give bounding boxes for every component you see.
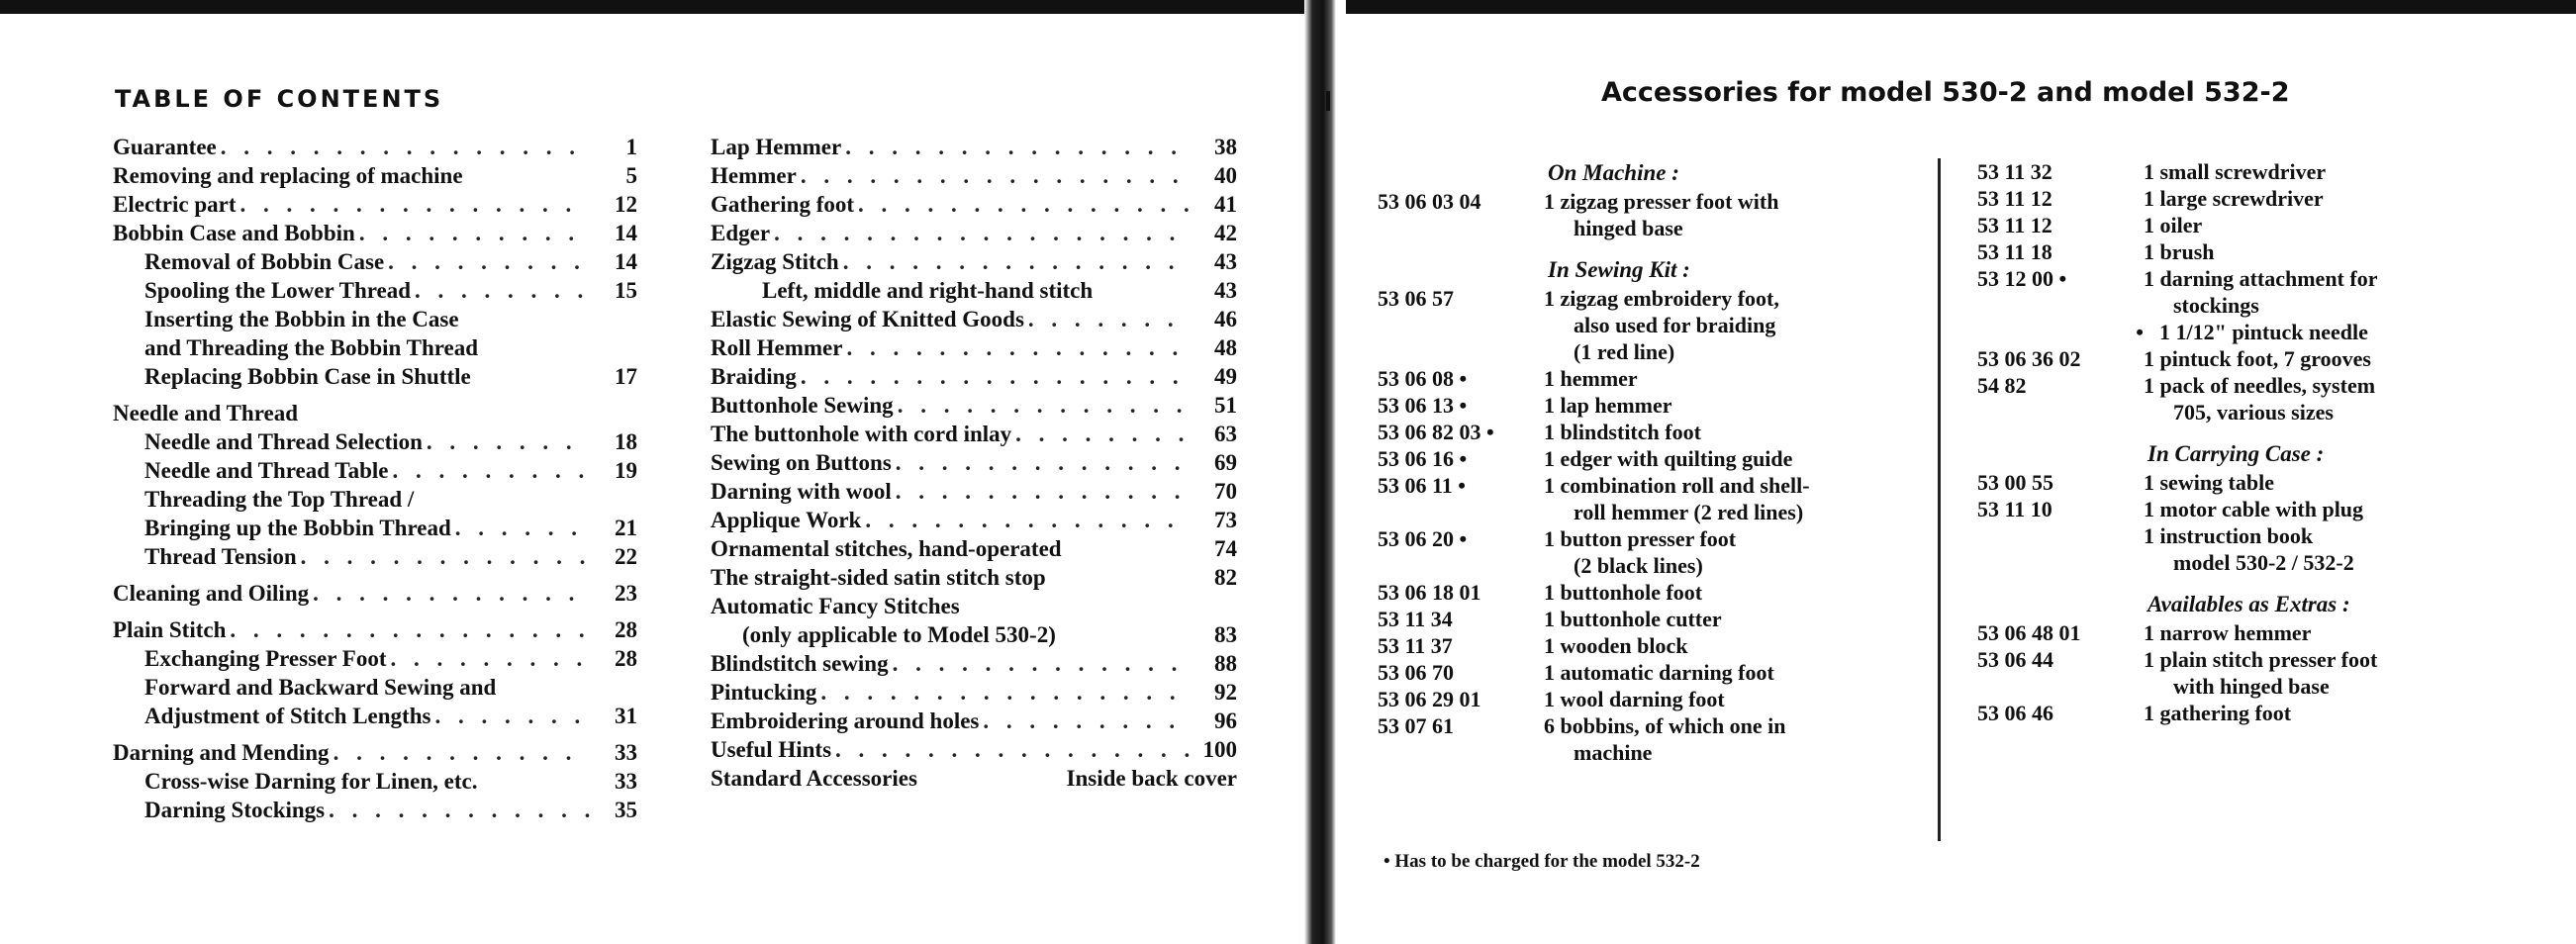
toc-entry-page: 22: [615, 544, 637, 569]
accessory-description-line: model 530-2 / 532-2: [2173, 550, 2354, 575]
accessory-description-line: 1 lap hemmer: [1544, 393, 1672, 418]
toc-leader-dots: [455, 514, 590, 542]
toc-entry-label: Darning and Mending: [113, 740, 330, 765]
toc-entry-label: Thread Tension: [144, 544, 297, 569]
accessory-code: 53 06 36 02: [1977, 346, 2081, 371]
accessory-description-line: 1 buttonhole foot: [1544, 580, 1703, 605]
toc-entry-label: The straight-sided satin stitch stop: [711, 565, 1046, 590]
toc-entry-page: 88: [1214, 651, 1237, 676]
toc-entry: [113, 362, 637, 391]
toc-entry-label: Ornamental stitches, hand-operated: [711, 536, 1062, 561]
accessory-item: [1378, 188, 1912, 241]
toc-entry: [113, 514, 637, 542]
toc-entry-page: 51: [1214, 393, 1237, 418]
toc-entry-page: 31: [615, 704, 637, 728]
accessory-description-line: 1 blindstitch foot: [1544, 420, 1701, 444]
toc-entry-page: 63: [1214, 422, 1237, 446]
column-divider: [1938, 158, 1941, 841]
toc-entry-label: (only applicable to Model 530-2): [742, 622, 1056, 647]
toc-entry-label: Removal of Bobbin Case: [144, 249, 385, 274]
accessory-code: 53 11 37: [1378, 633, 1453, 658]
accessory-description-line: 1 zigzag embroidery foot,: [1544, 286, 1779, 311]
toc-entry-label: Cleaning and Oiling: [113, 581, 310, 606]
accessory-description-line: 1 pintuck foot, 7 grooves: [2144, 346, 2371, 371]
toc-entry-page: 23: [615, 581, 637, 606]
toc-entry-page: 38: [1214, 135, 1237, 159]
accessory-code: 53 06 20 •: [1378, 526, 1468, 551]
toc-entry-page: 19: [615, 458, 637, 483]
accessory-description-line: machine: [1574, 740, 1653, 765]
toc-leader-dots: [1015, 420, 1190, 448]
accessory-item: [1977, 345, 2531, 372]
toc-entry-page: 28: [615, 617, 637, 642]
toc-entry: [113, 190, 637, 219]
accessory-code: 53 11 12: [1977, 213, 2052, 237]
accessory-code: 53 06 03 04: [1378, 189, 1481, 214]
toc-entry: [113, 738, 637, 767]
toc-entry-page: 14: [615, 221, 637, 245]
accessory-description-line: 1 darning attachment for: [2144, 266, 2378, 291]
toc-entry-page: 12: [615, 192, 637, 217]
toc-entry: [113, 133, 637, 161]
accessory-description-line: also used for braiding: [1574, 313, 1776, 337]
toc-leader-dots: [329, 796, 590, 824]
toc-leader-dots: [359, 219, 590, 247]
accessory-section-heading: Availables as Extras :: [2147, 592, 2350, 616]
accessory-description-line: 1 button presser foot: [1544, 526, 1737, 551]
toc-entry-label: Gathering foot: [711, 192, 855, 217]
accessory-item: [1977, 238, 2531, 265]
toc-entry-page: 48: [1214, 335, 1237, 360]
toc-entry-label: Cross-wise Darning for Linen, etc.: [144, 769, 478, 794]
toc-entry-label: Hemmer: [711, 163, 797, 188]
toc-title: TABLE OF CONTENTS: [115, 85, 444, 113]
toc-entry-label: Bobbin Case and Bobbin: [113, 221, 355, 245]
accessory-code: 53 06 44: [1977, 647, 2053, 672]
toc-entry-label: Automatic Fancy Stitches: [711, 594, 960, 618]
toc-leader-dots: [388, 247, 590, 276]
accessory-description-line: 1 automatic darning foot: [1544, 660, 1774, 685]
accessory-code: 53 11 18: [1977, 239, 2052, 264]
toc-leader-dots: [392, 456, 590, 485]
accessory-description-line: 1 zigzag presser foot with: [1544, 189, 1779, 214]
toc-entry-label: Braiding: [711, 364, 797, 389]
toc-entry-label: and Threading the Bobbin Thread: [144, 335, 479, 360]
toc-entry-page: 73: [1214, 508, 1237, 532]
toc-entry: [113, 702, 637, 730]
toc-entry-label: Zigzag Stitch: [711, 249, 839, 274]
toc-entry: [711, 305, 1237, 333]
accessory-item: [1977, 619, 2531, 646]
accessory-code: •: [2136, 320, 2144, 344]
accessory-item: [1378, 632, 1912, 659]
accessories-footnote: • Has to be charged for the model 532-2: [1383, 851, 1700, 872]
accessory-description-line: 1 small screwdriver: [2144, 159, 2327, 184]
toc-entry: [711, 678, 1237, 707]
accessory-code: 53 06 57: [1378, 286, 1454, 311]
toc-leader-dots: [240, 190, 590, 219]
toc-leader-dots: [230, 615, 590, 644]
toc-entry: [711, 276, 1237, 305]
accessory-description-line: (1 red line): [1574, 339, 1675, 364]
accessory-description-line: roll hemmer (2 red lines): [1574, 500, 1804, 524]
accessory-item: [1378, 579, 1912, 606]
toc-entry-label: Removing and replacing of machine: [113, 163, 463, 188]
toc-entry-page: 92: [1214, 680, 1237, 705]
toc-entry-label: Needle and Thread Table: [144, 458, 389, 483]
toc-entry: [711, 391, 1237, 420]
toc-leader-dots: [835, 735, 1190, 764]
toc-entry-page: 43: [1214, 249, 1237, 274]
accessory-item: [1977, 469, 2531, 496]
accessory-code: 53 06 11 •: [1378, 473, 1466, 498]
toc-entry: [711, 620, 1237, 649]
toc-entry-label: Blindstitch sewing: [711, 651, 889, 676]
toc-leader-dots: [415, 276, 590, 305]
accessory-item: [1378, 659, 1912, 686]
accessories-title: Accessories for model 530-2 and model 532-2: [1601, 77, 2290, 108]
toc-entry-page: 42: [1214, 221, 1237, 245]
toc-entry-label: Useful Hints: [711, 737, 832, 762]
accessory-item: [1378, 392, 1912, 419]
toc-leader-dots: [896, 448, 1190, 477]
toc-entry: [711, 764, 1237, 793]
accessory-item: [1977, 185, 2531, 212]
accessory-item: [1378, 525, 1912, 579]
accessory-item: [1977, 700, 2531, 726]
accessory-item: [1977, 158, 2531, 185]
accessory-code: 53 07 61: [1378, 713, 1454, 738]
toc-entry: [113, 485, 637, 514]
toc-leader-dots: [801, 161, 1190, 190]
toc-entry-label: Replacing Bobbin Case in Shuttle: [144, 364, 471, 389]
toc-leader-dots: [843, 247, 1190, 276]
toc-entry-label: Standard Accessories: [711, 766, 917, 791]
toc-leader-dots: [301, 542, 590, 571]
toc-leader-dots: [434, 702, 590, 730]
toc-entry: [113, 644, 637, 673]
toc-entry-page: 18: [615, 429, 637, 454]
toc-entry: [711, 161, 1237, 190]
accessory-code: 53 11 12: [1977, 186, 2052, 211]
toc-entry: [113, 219, 637, 247]
toc-entry-label: Threading the Top Thread /: [144, 487, 415, 512]
accessory-item: [1977, 496, 2531, 522]
accessories-column-right: [1977, 158, 2531, 726]
accessory-section-heading: In Sewing Kit :: [1548, 257, 1690, 282]
accessory-code: 53 06 16 •: [1378, 446, 1468, 471]
toc-entry-page: 83: [1214, 622, 1237, 647]
accessory-description-line: 1 sewing table: [2144, 470, 2274, 495]
accessory-description-line: 1 combination roll and shell-: [1544, 473, 1810, 498]
accessory-item: [1378, 365, 1912, 392]
accessory-description-line: 1 gathering foot: [2144, 701, 2292, 725]
toc-entry: [711, 506, 1237, 534]
accessory-code: 53 06 29 01: [1378, 687, 1481, 711]
toc-entry-label: Forward and Backward Sewing and: [144, 675, 497, 700]
accessory-code: 53 06 13 •: [1378, 393, 1468, 418]
toc-entry: [711, 534, 1237, 563]
toc-entry: [711, 448, 1237, 477]
accessory-code: 53 11 34: [1378, 607, 1453, 631]
toc-entry: [711, 707, 1237, 735]
accessory-description-line: 1 wool darning foot: [1544, 687, 1725, 711]
toc-leader-dots: [898, 391, 1190, 420]
toc-entry: [113, 767, 637, 796]
toc-entry: [711, 563, 1237, 592]
accessory-description-line: 1 edger with quilting guide: [1544, 446, 1793, 471]
toc-entry-label: Elastic Sewing of Knitted Goods: [711, 307, 1024, 331]
toc-entry: [113, 276, 637, 305]
toc-entry-label: Edger: [711, 221, 771, 245]
toc-leader-dots: [313, 579, 590, 608]
toc-entry-label: Plain Stitch: [113, 617, 227, 642]
toc-entry-page: 74: [1214, 536, 1237, 561]
book-spine: [1304, 0, 1336, 944]
toc-entry-page: 21: [615, 516, 637, 540]
accessory-item: [1378, 712, 1912, 766]
toc-entry: [113, 579, 637, 608]
accessory-code: 53 06 70: [1378, 660, 1454, 685]
toc-entry: [711, 333, 1237, 362]
accessory-code: 53 06 08 •: [1378, 366, 1468, 391]
accessory-description-line: 1 wooden block: [1544, 633, 1688, 658]
toc-leader-dots: [865, 506, 1190, 534]
accessory-section-heading: On Machine :: [1548, 160, 1679, 185]
accessory-description-line: 1 instruction book: [2144, 523, 2314, 548]
accessory-section-heading: In Carrying Case :: [2147, 441, 2325, 466]
toc-entry-label: Inserting the Bobbin in the Case: [144, 307, 459, 331]
accessory-description-line: 1 motor cable with plug: [2144, 497, 2364, 521]
toc-entry-label: Lap Hemmer: [711, 135, 842, 159]
toc-leader-dots: [390, 644, 590, 673]
accessory-description-line: with hinged base: [2173, 674, 2330, 699]
accessory-item: [1378, 285, 1912, 365]
toc-entry: [711, 592, 1237, 620]
toc-entry: [113, 456, 637, 485]
toc-entry-page: 41: [1214, 192, 1237, 217]
toc-entry-label: The buttonhole with cord inlay: [711, 422, 1012, 446]
accessory-code: 53 06 46: [1977, 701, 2053, 725]
accessory-item: [1977, 522, 2531, 576]
accessory-description-line: stockings: [2173, 293, 2259, 318]
accessory-description-line: 1 oiler: [2144, 213, 2203, 237]
toc-entry: [711, 362, 1237, 391]
toc-entry: [113, 542, 637, 571]
accessory-description-line: 1 plain stitch presser foot: [2144, 647, 2378, 672]
toc-entry: [711, 477, 1237, 506]
accessory-code: 53 11 32: [1977, 159, 2052, 184]
toc-column-right: [711, 133, 1237, 793]
accessory-description-line: 1 large screwdriver: [2144, 186, 2324, 211]
toc-entry-page: 49: [1214, 364, 1237, 389]
toc-entry-label: Exchanging Presser Foot: [144, 646, 387, 671]
accessory-item: [1977, 372, 2531, 425]
toc-entry: [711, 649, 1237, 678]
toc-entry-page: 96: [1214, 708, 1237, 733]
accessory-description-line: 1 1/12" pintuck needle: [2159, 320, 2368, 344]
accessory-item: [1977, 646, 2531, 700]
toc-entry-page: 5: [625, 163, 637, 188]
toc-entry-label: Buttonhole Sewing: [711, 393, 894, 418]
accessory-code: 53 11 10: [1977, 497, 2052, 521]
toc-entry-label: Spooling the Lower Thread: [144, 278, 412, 303]
accessory-item: [1378, 419, 1912, 445]
toc-entry-page: Inside back cover: [1066, 766, 1237, 791]
spine-mark: [1326, 91, 1330, 111]
toc-entry: [113, 615, 637, 644]
toc-entry-label: Sewing on Buttons: [711, 450, 892, 475]
accessory-description-line: 6 bobbins, of which one in: [1544, 713, 1786, 738]
toc-entry-label: Left, middle and right-hand stitch: [762, 278, 1094, 303]
toc-entry-label: Embroidering around holes: [711, 708, 980, 733]
toc-entry-label: Adjustment of Stitch Lengths: [144, 704, 431, 728]
toc-entry-label: Needle and Thread Selection: [144, 429, 423, 454]
toc-entry-page: 100: [1202, 737, 1237, 762]
toc-entry-page: 43: [1214, 278, 1237, 303]
toc-entry: [711, 190, 1237, 219]
accessory-code: 53 06 82 03 •: [1378, 420, 1494, 444]
accessory-code: 53 12 00 •: [1977, 266, 2067, 291]
accessory-code: 53 06 48 01: [1977, 620, 2081, 645]
accessory-item: [1378, 606, 1912, 632]
toc-leader-dots: [845, 133, 1190, 161]
accessory-description-line: (2 black lines): [1574, 553, 1703, 578]
toc-leader-dots: [846, 333, 1190, 362]
accessory-description-line: 705, various sizes: [2173, 400, 2334, 425]
accessory-description-line: 1 brush: [2144, 239, 2215, 264]
toc-entry-page: 33: [615, 769, 637, 794]
toc-leader-dots: [983, 707, 1190, 735]
accessory-description-line: 1 narrow hemmer: [2144, 620, 2312, 645]
toc-entry: [711, 219, 1237, 247]
toc-leader-dots: [427, 427, 590, 456]
toc-entry: [113, 399, 637, 427]
toc-entry-page: 1: [625, 135, 637, 159]
toc-column-left: [113, 133, 637, 824]
toc-entry-page: 82: [1214, 565, 1237, 590]
accessory-item: [1378, 686, 1912, 712]
toc-entry-page: 70: [1214, 479, 1237, 504]
toc-entry: [113, 305, 637, 333]
accessory-description-line: 1 pack of needles, system: [2144, 373, 2376, 398]
toc-entry-page: 28: [615, 646, 637, 671]
toc-entry-page: 17: [615, 364, 637, 389]
accessory-description-line: hinged base: [1574, 216, 1683, 240]
toc-entry: [113, 673, 637, 702]
toc-entry-label: Darning with wool: [711, 479, 892, 504]
accessory-item: [1977, 265, 2531, 319]
toc-leader-dots: [334, 738, 590, 767]
toc-entry-label: Roll Hemmer: [711, 335, 843, 360]
toc-entry-page: 40: [1214, 163, 1237, 188]
accessory-code: 54 82: [1977, 373, 2027, 398]
accessory-code: 53 06 18 01: [1378, 580, 1481, 605]
accessory-code: 53 00 55: [1977, 470, 2053, 495]
toc-leader-dots: [221, 133, 590, 161]
toc-entry-label: Needle and Thread: [113, 401, 299, 425]
toc-entry: [113, 247, 637, 276]
accessories-column-left: [1378, 158, 1912, 766]
toc-entry-label: Darning Stockings: [144, 798, 326, 822]
toc-entry-page: 15: [615, 278, 637, 303]
toc-leader-dots: [896, 477, 1190, 506]
toc-entry-page: 69: [1214, 450, 1237, 475]
accessory-code: [1977, 522, 2144, 576]
toc-entry-label: Guarantee: [113, 135, 217, 159]
toc-entry: [113, 161, 637, 190]
toc-entry-page: 46: [1214, 307, 1237, 331]
accessory-item: [1977, 319, 2531, 345]
toc-entry: [113, 796, 637, 824]
toc-leader-dots: [774, 219, 1190, 247]
toc-entry: [113, 333, 637, 362]
accessory-item: [1378, 445, 1912, 472]
toc-entry: [711, 420, 1237, 448]
accessory-description-line: 1 hemmer: [1544, 366, 1638, 391]
accessory-item: [1977, 212, 2531, 238]
toc-leader-dots: [858, 190, 1190, 219]
toc-entry: [711, 247, 1237, 276]
toc-leader-dots: [1028, 305, 1190, 333]
toc-entry-label: Applique Work: [711, 508, 862, 532]
toc-entry: [711, 133, 1237, 161]
toc-entry-label: Bringing up the Bobbin Thread: [144, 516, 451, 540]
toc-leader-dots: [893, 649, 1190, 678]
toc-entry-label: Pintucking: [711, 680, 817, 705]
toc-entry: [711, 735, 1237, 764]
accessory-item: [1378, 472, 1912, 525]
toc-entry-page: 33: [615, 740, 637, 765]
accessory-description-line: 1 buttonhole cutter: [1544, 607, 1722, 631]
toc-entry-page: 14: [615, 249, 637, 274]
toc-entry-label: Electric part: [113, 192, 237, 217]
toc-entry: [113, 427, 637, 456]
toc-leader-dots: [801, 362, 1190, 391]
toc-leader-dots: [820, 678, 1190, 707]
toc-entry-page: 35: [615, 798, 637, 822]
